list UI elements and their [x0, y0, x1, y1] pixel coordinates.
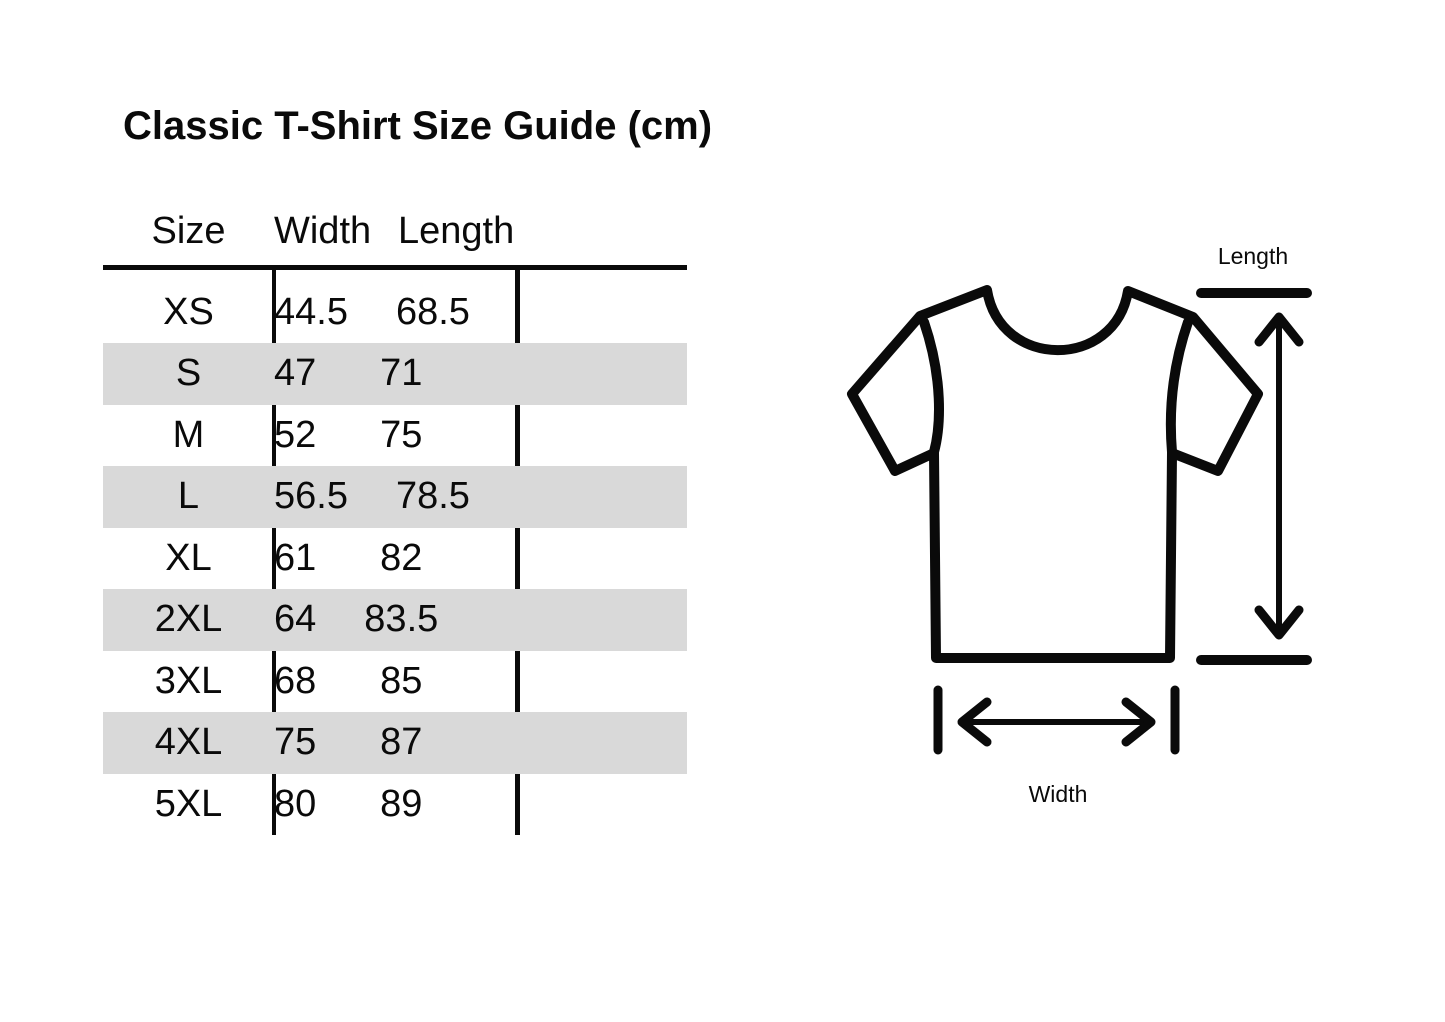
cell-length: 87: [380, 721, 423, 763]
size-table-body: [103, 282, 687, 836]
cell-size: S: [175, 352, 202, 394]
header-cell-length: Length: [398, 209, 515, 252]
header-cell-width: Width: [274, 209, 372, 252]
size-table-header: [103, 196, 687, 265]
cell-length: 83.5: [364, 598, 439, 640]
table-row: [103, 405, 687, 467]
tshirt-outline: [852, 290, 1258, 658]
table-row: [103, 466, 687, 528]
table-top-rule: [103, 265, 687, 270]
tshirt-diagram: [830, 230, 1360, 830]
table-row: [103, 651, 687, 713]
cell-length: 85: [380, 659, 423, 702]
cell-size: 5XL: [154, 782, 223, 825]
cell-size: 4XL: [154, 721, 223, 763]
cell-width: 64: [274, 598, 317, 640]
table-row: [103, 282, 687, 344]
cell-length: 68.5: [395, 290, 470, 333]
table-row: [103, 589, 687, 651]
cell-width: 47: [274, 352, 317, 394]
length-label: Length: [1217, 243, 1289, 269]
cell-width: 80: [274, 782, 317, 825]
cell-length: 82: [380, 536, 423, 579]
table-row: [103, 343, 687, 405]
width-arrow: [962, 702, 1151, 742]
cell-width: 75: [274, 721, 317, 763]
width-label: Width: [1028, 781, 1088, 807]
page-title: Classic T-Shirt Size Guide (cm): [123, 104, 713, 148]
cell-width: 68: [274, 659, 317, 702]
cell-width: 52: [274, 413, 317, 456]
table-row: [103, 712, 687, 774]
cell-size: L: [177, 475, 200, 517]
cell-width: 44.5: [274, 290, 348, 333]
cell-width: 61: [274, 536, 317, 579]
header-cell-size: Size: [151, 209, 226, 252]
cell-length: 75: [380, 413, 423, 456]
table-row: [103, 528, 687, 590]
cell-size: XS: [163, 290, 214, 333]
table-header-row: [103, 196, 687, 265]
cell-width: 56.5: [274, 475, 348, 517]
length-arrow: [1259, 317, 1299, 635]
cell-length: 78.5: [395, 475, 470, 517]
cell-length: 71: [380, 352, 423, 394]
cell-size: M: [172, 413, 205, 456]
table-row: [103, 774, 687, 836]
cell-size: 3XL: [154, 659, 223, 702]
cell-size: 2XL: [154, 598, 223, 640]
cell-length: 89: [380, 782, 423, 825]
cell-size: XL: [165, 536, 212, 579]
